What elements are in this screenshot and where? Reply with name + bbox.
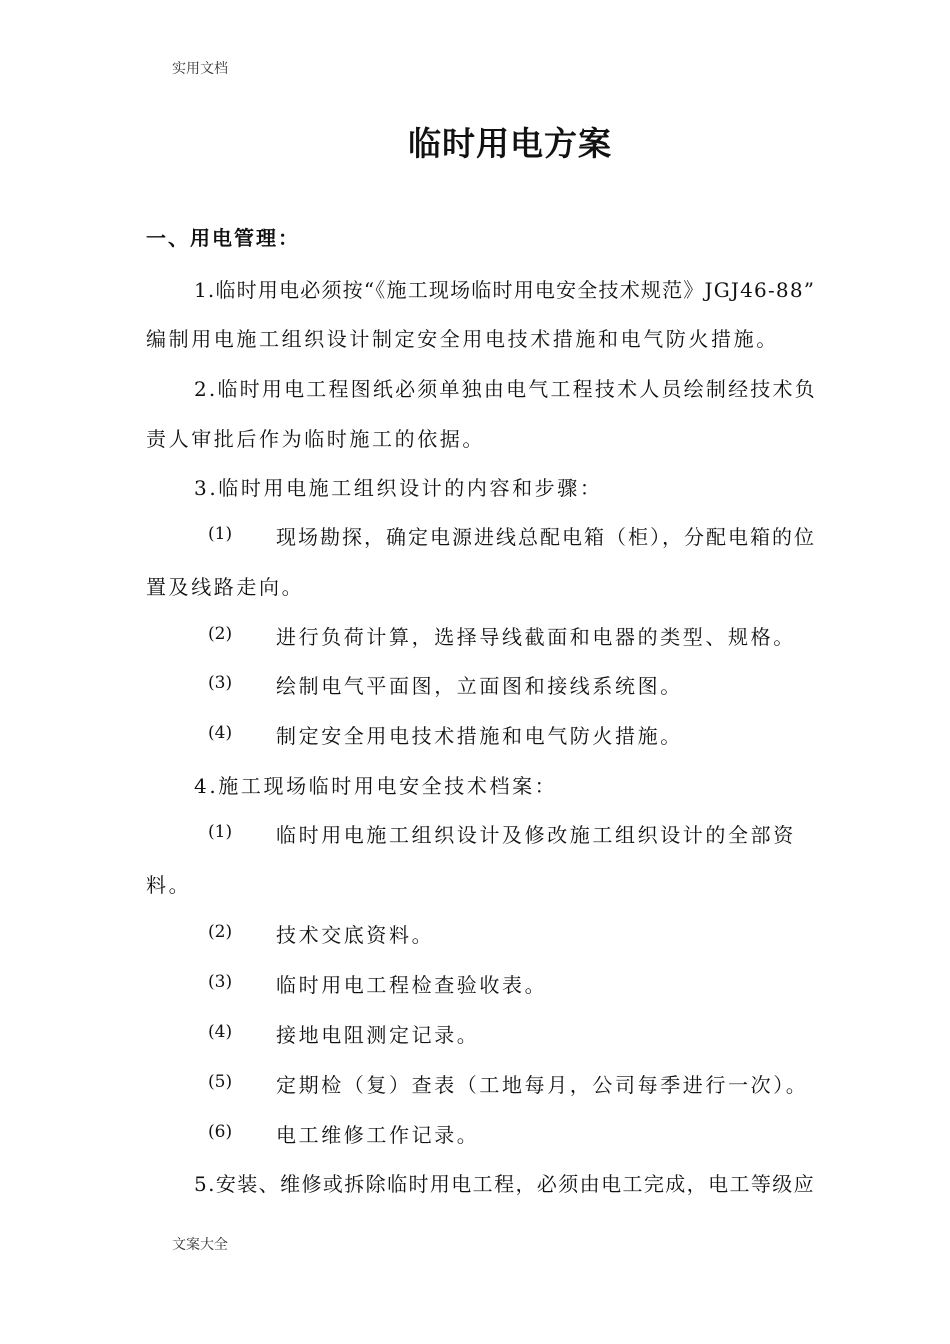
list-item-text: 电工维修工作记录。 — [276, 1123, 480, 1147]
list-item-number: (4) — [208, 1022, 233, 1042]
list-item-number: (2) — [208, 922, 233, 942]
section-heading: 一、用电管理： — [146, 226, 300, 250]
list-item-text: 临时用电工程检查验收表。 — [276, 973, 548, 997]
paragraph-3-heading: 3.临时用电施工组织设计的内容和步骤： — [194, 476, 603, 500]
list-item-text: 进行负荷计算，选择导线截面和电器的类型、规格。 — [276, 625, 796, 649]
list-item-number: (1) — [208, 822, 233, 842]
paragraph-5-line-1: 5.安装、维修或拆除临时用电工程，必须由电工完成，电工等级应 — [194, 1172, 816, 1196]
list-item-text: 绘制电气平面图，立面图和接线系统图。 — [276, 674, 683, 698]
list-item-number: (3) — [208, 972, 233, 992]
list-item-number: (3) — [208, 673, 233, 693]
list-item-text: 技术交底资料。 — [276, 923, 435, 947]
document-title: 临时用电方案 — [408, 124, 612, 163]
list-item-continuation: 置及线路走向。 — [146, 575, 305, 599]
list-item-number: (6) — [208, 1122, 233, 1142]
paragraph-1-line-1: 1.临时用电必须按“《施工现场临时用电安全技术规范》JGJ46-88” — [194, 278, 816, 302]
list-item-continuation: 料。 — [146, 873, 192, 897]
page-footer: 文案大全 — [172, 1237, 228, 1253]
list-item-text: 现场勘探，确定电源进线总配电箱（柜），分配电箱的位 — [276, 525, 816, 549]
list-item-number: (4) — [208, 723, 233, 743]
list-item-number: (1) — [208, 524, 233, 544]
list-item-text: 临时用电施工组织设计及修改施工组织设计的全部资 — [276, 823, 796, 847]
list-item-text: 定期检（复）查表（工地每月，公司每季进行一次）。 — [276, 1073, 809, 1097]
paragraph-2-line-1: 2.临时用电工程图纸必须单独由电气工程技术人员绘制经技术负 — [194, 377, 817, 401]
list-item-text: 制定安全用电技术措施和电气防火措施。 — [276, 724, 683, 748]
page-header: 实用文档 — [172, 61, 228, 77]
list-item-number: (2) — [208, 624, 233, 644]
paragraph-4-heading: 4.施工现场临时用电安全技术档案： — [194, 774, 558, 798]
paragraph-2-line-2: 责人审批后作为临时施工的依据。 — [146, 427, 485, 451]
list-item-text: 接地电阻测定记录。 — [276, 1023, 480, 1047]
list-item-number: (5) — [208, 1072, 233, 1092]
paragraph-1-line-2: 编制用电施工组织设计制定安全用电技术措施和电气防火措施。 — [146, 327, 779, 351]
